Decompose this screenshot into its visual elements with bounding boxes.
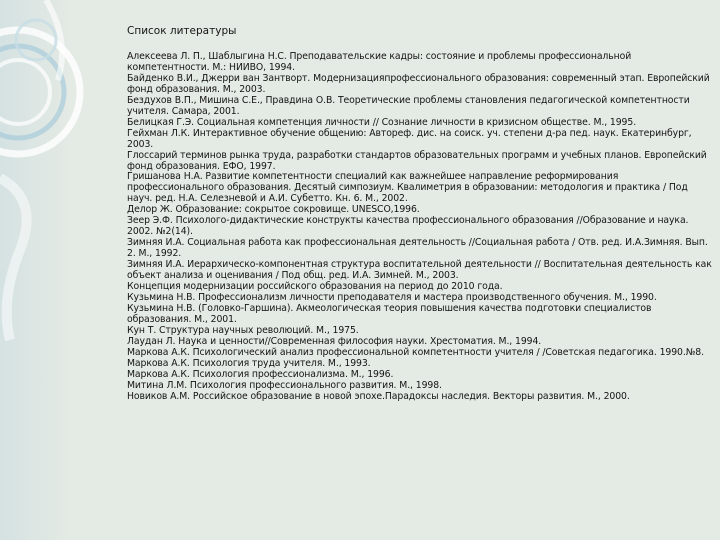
reference-item: Зимняя И.А. Иерархическо-компонентная структура воспитательной деятельности // Воспитательная деятельность как объект анализа и оценивания / Под общ. ред. И.А. Зимней. М., 2003. — [127, 259, 712, 282]
reference-item: Алексеева Л. П., Шаблыгина Н.С. Преподавательские кадры: состояние и проблемы профессиональной компетентности. М.: НИИВО, 1994. — [127, 51, 632, 73]
reference-item: Гейхман Л.К. Интерактивное обучение общению: Автореф. дис. на соиск. уч. степени д-ра пед. наук. Екатеринбург, 2003. — [127, 127, 692, 150]
reference-item: Зеер Э.Ф. Психолого-дидактические конструкты качества профессионального образования //Образование и наука. 2002. №2(14). — [127, 215, 689, 238]
reference-item: Глоссарий терминов рынка труда, разработки стандартов образовательных программ и учебных планов. Европейский фонд образования. ЕФО, 1997. — [127, 149, 707, 172]
reference-item: Маркова А.К. Психология профессионализма. М., 1996. — [127, 368, 394, 380]
slide-title: Список литературы — [127, 25, 237, 37]
reference-item: Маркова А.К. Психологический анализ профессиональной компетентности учителя / /Советская педагогика. 1990.№8. — [127, 346, 704, 358]
reference-item: Новиков А.М. Российское образование в новой эпохе.Парадоксы наследия. Векторы развития. М., 2000. — [127, 390, 630, 402]
reference-item: Митина Л.М. Психология профессионального развития. М., 1998. — [127, 379, 442, 391]
reference-item: Кузьмина Н.В. (Головко-Гаршина). Акмеологическая теория повышения качества подготовки специалистов образования. М., 2001. — [127, 302, 652, 325]
reference-item: Белицкая Г.Э. Социальная компетенция личности // Сознание личности в кризисном обществе. М., 1995. — [127, 116, 637, 128]
reference-item: Лаудан Л. Наука и ценности//Современная философия науки. Хрестоматия. М., 1994. — [127, 335, 542, 347]
slide-content — [127, 24, 712, 403]
reference-item: Байденко В.И., Джерри ван Зантворт. Модернизацияпрофессионального образования: современный этап. Европейский фонд образования. М., 2003. — [127, 72, 710, 95]
reference-list — [127, 52, 712, 403]
decorative-swirl-graphic — [0, 0, 130, 540]
reference-item: Зимняя И.А. Социальная работа как профессиональная деятельность //Социальная работа / Отв. ред. И.А.Зимняя. Вып. 2. М., 1992. — [127, 237, 708, 260]
reference-item: Концепция модернизации российского образования на период до 2010 года. — [127, 281, 503, 293]
reference-item: Кун Т. Структура научных революций. М., 1975. — [127, 324, 359, 336]
reference-item: Делор Ж. Образование: сокрытое сокровище. UNESCO,1996. — [127, 204, 420, 216]
reference-item: Бездухов В.П., Мишина С.Е., Правдина О.В. Теоретические проблемы становления педагогической компетентности учителя. Самара, 2001. — [127, 94, 690, 117]
reference-item: Гришанова Н.А. Развитие компетентности специалий как важнейшее направление реформирования профессионального образования. Десятый симпозиум. Квалиметрия в образовании: методология и практика / Под науч. ред. Н.А. Селезневой и А.И. Субетто. Кн. 6. М., 2002. — [127, 171, 688, 205]
reference-item: Маркова А.К. Психология труда учителя. М., 1993. — [127, 357, 371, 369]
reference-item: Кузьмина Н.В. Профессионализм личности преподавателя и мастера производственного обучения. М., 1990. — [127, 291, 657, 303]
